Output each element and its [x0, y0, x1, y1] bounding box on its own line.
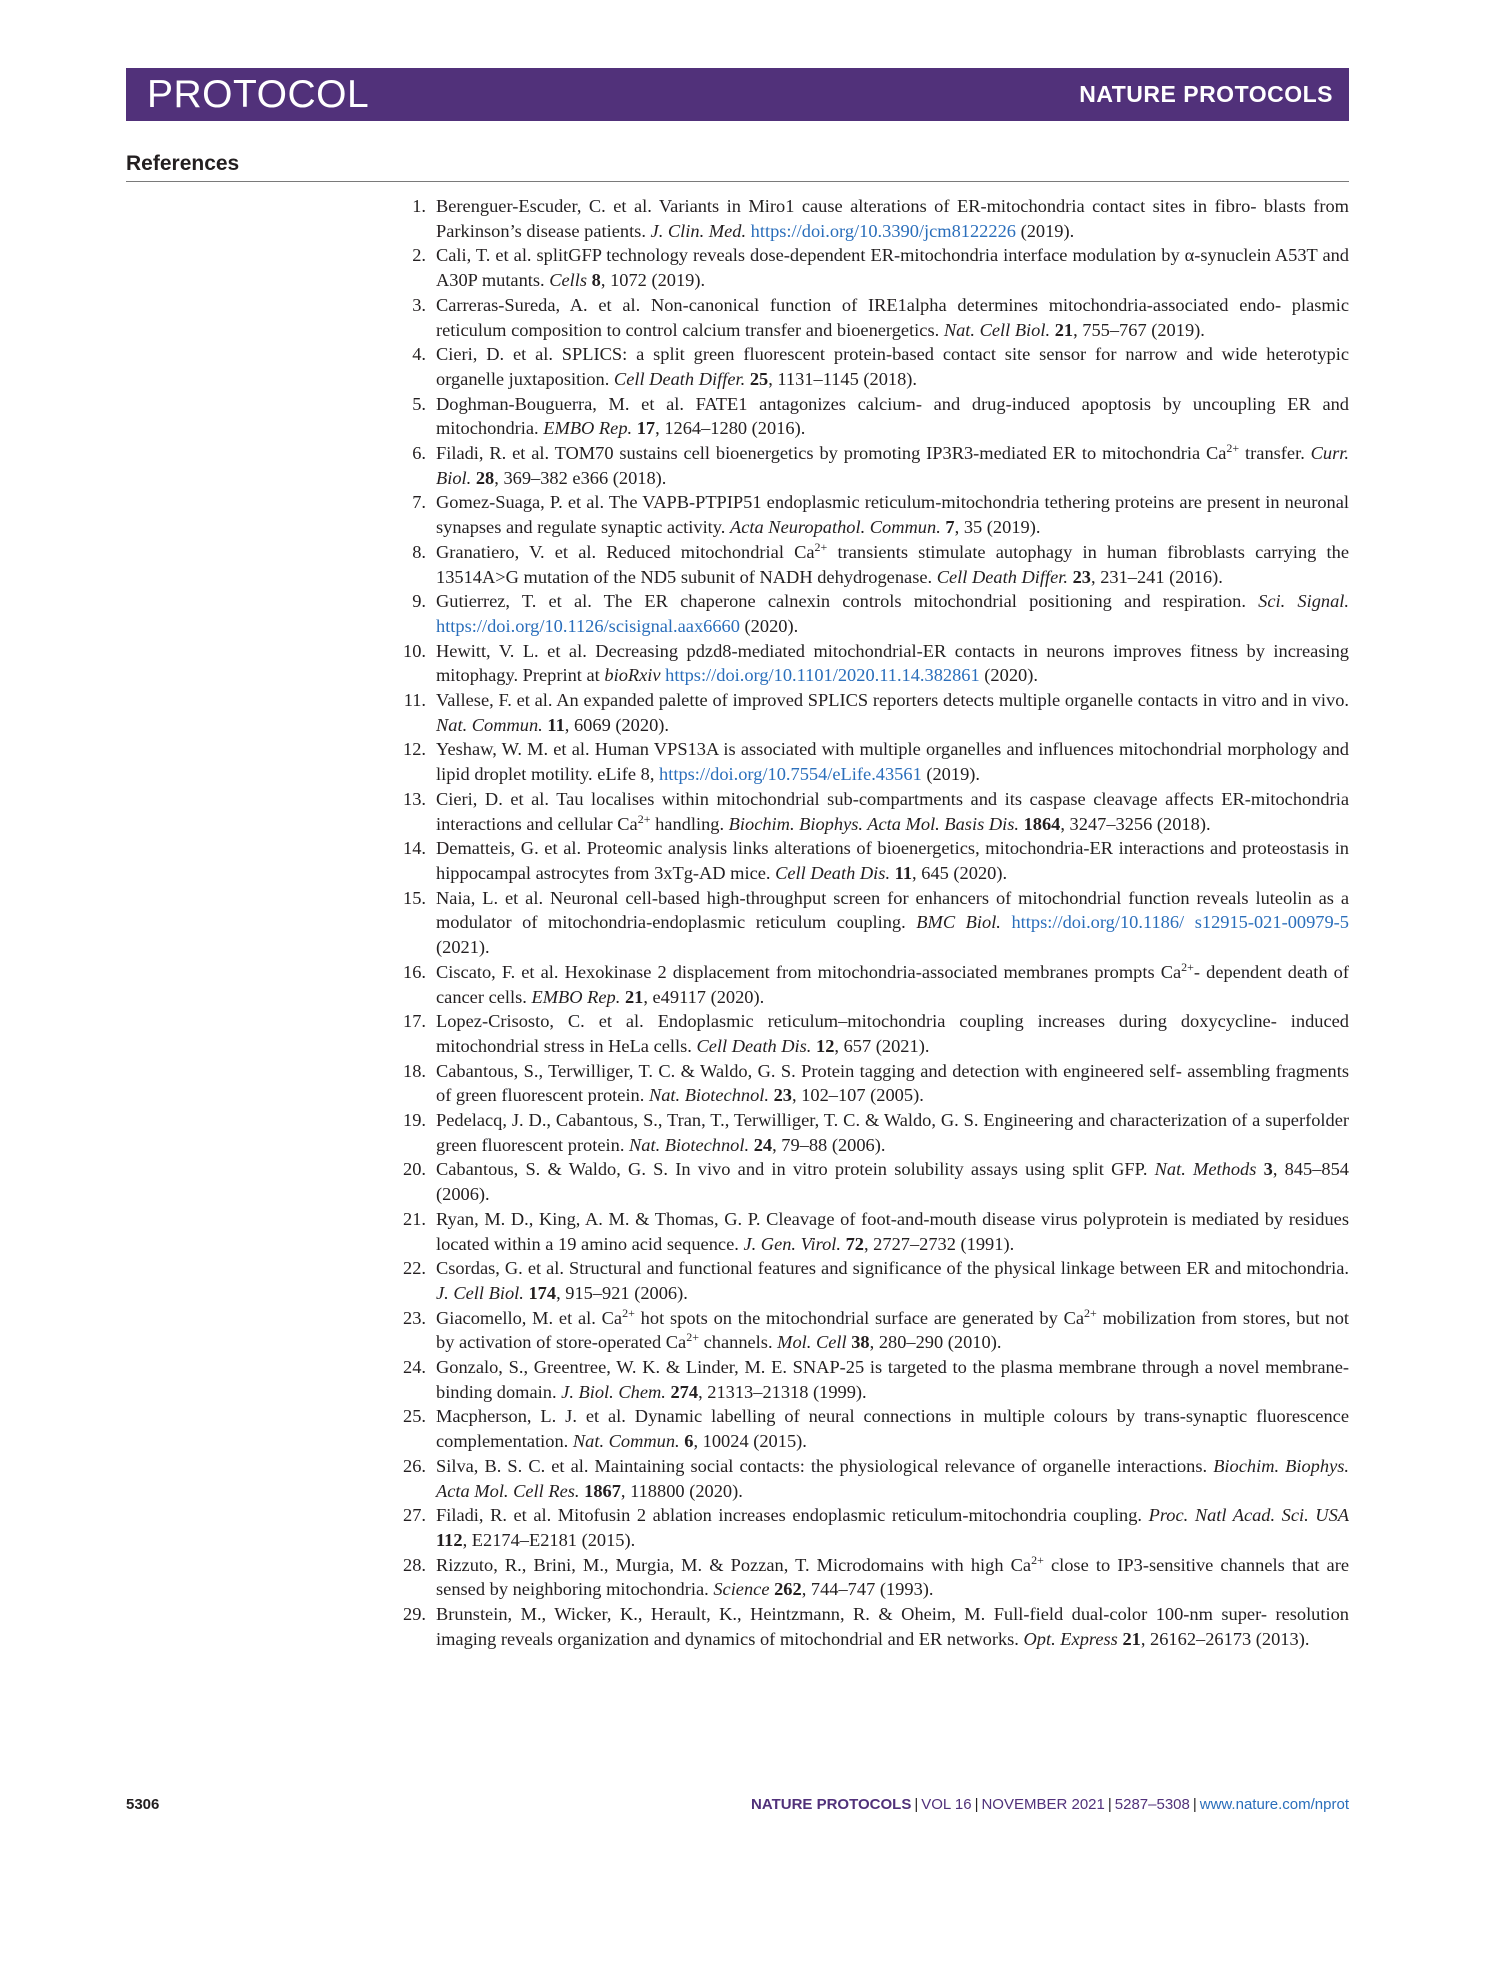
reference-text: mobilization from stores, but not by activation of store-operated Ca	[436, 1307, 1350, 1353]
reference-text: Lopez-Crisosto, C. et al. Endoplasmic reticulum–mitochondria coupling increases during doxycycline- induced mitochondrial stress in HeLa cells.	[436, 1011, 1349, 1056]
journal-name: J. Gen. Virol.	[743, 1233, 841, 1254]
reference-item	[392, 1306, 1349, 1355]
journal-name: Mol. Cell	[777, 1332, 847, 1353]
reference-text: , 1131–1145 (2018).	[768, 368, 918, 389]
superscript: 2+	[814, 539, 828, 554]
reference-text: Berenguer-Escuder, C. et al. Variants in Miro1 cause alterations of ER-mitochondria contact sites in fibro- blasts from Parkinson’s disease patients.	[436, 196, 1349, 241]
reference-item	[392, 886, 1349, 960]
volume-number: 23	[773, 1085, 792, 1106]
superscript: 2+	[686, 1330, 700, 1345]
volume-number: 8	[591, 270, 601, 291]
reference-text: (2020).	[979, 665, 1038, 686]
reference-text: Cabantous, S. & Waldo, G. S. In vivo and in vitro protein solubility assays using split GFP.	[436, 1159, 1155, 1180]
reference-number: 24.	[403, 1357, 426, 1378]
journal-name: Nat. Biotechnol.	[648, 1085, 769, 1106]
footer-date: NOVEMBER 2021	[981, 1796, 1105, 1813]
reference-item	[392, 441, 1349, 490]
superscript: 2+	[1226, 440, 1240, 455]
reference-item	[392, 1207, 1349, 1256]
reference-number: 5.	[412, 393, 426, 414]
reference-list	[392, 194, 1349, 1651]
reference-number: 12.	[403, 739, 426, 760]
reference-item	[392, 243, 1349, 292]
reference-text: - dependent death of cancer cells.	[436, 961, 1349, 1007]
reference-number: 19.	[403, 1110, 426, 1131]
reference-text: , 369–382 e366 (2018).	[494, 467, 667, 488]
reference-text: Rizzuto, R., Brini, M., Murgia, M. & Pozzan, T. Microdomains with high Ca	[436, 1554, 1032, 1575]
reference-text: close to IP3-sensitive channels that are sensed by neighboring mitochondria.	[436, 1554, 1349, 1600]
volume-number: 21	[1054, 319, 1074, 340]
footer-separator: |	[914, 1796, 919, 1813]
reference-text: Gutierrez, T. et al. The ER chaperone calnexin controls mitochondrial positioning and respiration.	[436, 591, 1259, 612]
reference-text: Cieri, D. et al. Tau localises within mitochondrial sub-compartments and its caspase cleavage affects ER-mitochondria interactions and cellular Ca	[436, 788, 1349, 834]
reference-text: Carreras-Sureda, A. et al. Non-canonical function of IRE1alpha determines mitochondria-associated endo- plasmic reticulum composition to control calcium transfer and bioenergetics.	[436, 294, 1349, 340]
reference-text: Granatiero, V. et al. Reduced mitochondrial Ca	[436, 541, 815, 562]
reference-number: 2.	[412, 245, 426, 266]
header-banner	[126, 68, 1349, 121]
footer-volume: VOL 16	[921, 1796, 972, 1813]
reference-item	[392, 1602, 1349, 1651]
footer-separator: |	[1107, 1796, 1112, 1813]
reference-text: , E2174–E2181 (2015).	[462, 1529, 636, 1550]
reference-item	[392, 1404, 1349, 1453]
doi-link[interactable]: https://doi.org/10.7554/eLife.43561	[659, 764, 922, 785]
journal-name: J. Clin. Med.	[650, 220, 747, 241]
reference-number: 11.	[403, 690, 426, 711]
journal-name: Nat. Commun.	[572, 1431, 680, 1452]
volume-number: 6	[684, 1431, 694, 1452]
journal-name: Biochim. Biophys. Acta Mol. Basis Dis.	[728, 813, 1019, 834]
reference-text: , 280–290 (2010).	[869, 1332, 1002, 1353]
reference-text: Brunstein, M., Wicker, K., Herault, K., Heintzmann, R. & Oheim, M. Full-field dual-color 100-nm super- resolution imaging reveals organization and dynamics of mitochondrial and ER networks.	[436, 1604, 1349, 1649]
reference-text: Ciscato, F. et al. Hexokinase 2 displacement from mitochondria-associated membranes prompts Ca	[436, 961, 1182, 982]
reference-number: 3.	[412, 294, 426, 315]
reference-text: Cabantous, S., Terwilliger, T. C. & Waldo, G. S. Protein tagging and detection with engineered self- assembling fragments of green fluorescent protein.	[436, 1060, 1349, 1106]
reference-text: Gonzalo, S., Greentree, W. K. & Linder, M. E. SNAP-25 is targeted to the plasma membrane through a novel membrane-binding domain.	[436, 1357, 1349, 1402]
reference-text: , 10024 (2015).	[693, 1431, 807, 1452]
superscript: 2+	[637, 811, 651, 826]
reference-text: , 21313–21318 (1999).	[698, 1381, 867, 1402]
reference-text: Naia, L. et al. Neuronal cell-based high-throughput screen for enhancers of mitochondrial function reveals luteolin as a modulator of mitochondria-endoplasmic reticulum coupling.	[436, 887, 1349, 933]
journal-name: BMC Biol.	[916, 912, 1001, 933]
reference-item	[392, 1553, 1349, 1602]
reference-text: Macpherson, L. J. et al. Dynamic labelling of neural connections in multiple colours by trans-synaptic fluorescence complementation.	[436, 1406, 1349, 1452]
reference-text: channels.	[699, 1332, 778, 1353]
reference-text	[1001, 912, 1012, 932]
reference-number: 21.	[403, 1208, 426, 1229]
reference-number: 22.	[403, 1258, 426, 1279]
reference-text: , 26162–26173 (2013).	[1140, 1628, 1310, 1649]
journal-label: NATURE PROTOCOLS	[1079, 81, 1333, 107]
volume-number: 24	[753, 1134, 773, 1155]
reference-text: hot spots on the mitochondrial surface are generated by Ca	[634, 1307, 1085, 1328]
journal-name: Proc. Natl Acad. Sci. USA	[1148, 1505, 1349, 1526]
reference-number: 26.	[403, 1455, 426, 1476]
reference-number: 18.	[403, 1060, 426, 1081]
reference-item	[392, 836, 1349, 885]
volume-number: 1867	[584, 1480, 621, 1501]
volume-number: 174	[528, 1282, 557, 1303]
journal-name: Cells	[549, 270, 588, 291]
volume-number: 1864	[1023, 813, 1061, 834]
journal-name: Cell Death Differ.	[936, 566, 1068, 587]
journal-name: Curr. Biol.	[436, 443, 1349, 488]
reference-text: Cieri, D. et al. SPLICS: a split green fluorescent protein-based contact site sensor for narrow and wide heterotypic organelle juxtaposition.	[436, 344, 1349, 389]
reference-text: Ryan, M. D., King, A. M. & Thomas, G. P. Cleavage of foot-and-mouth disease virus polyprotein is mediated by residues located within a 19 amino acid sequence.	[436, 1208, 1349, 1254]
volume-number: 7	[945, 517, 955, 538]
journal-name: bioRxiv	[604, 665, 661, 686]
reference-item	[392, 1108, 1349, 1157]
reference-text: Dematteis, G. et al. Proteomic analysis links alterations of bioenergetics, mitochondria-ER interactions and proteostasis in hippocampal astrocytes from 3xTg-AD mice.	[436, 838, 1349, 883]
journal-name: Science	[713, 1579, 770, 1600]
journal-name: Acta Neuropathol. Commun.	[730, 517, 941, 538]
volume-number: 11	[547, 714, 565, 735]
reference-number: 28.	[403, 1554, 426, 1575]
reference-item	[392, 787, 1349, 836]
reference-item	[392, 960, 1349, 1009]
volume-number: 17	[636, 418, 656, 439]
footer-separator: |	[974, 1796, 979, 1813]
reference-item	[392, 1503, 1349, 1552]
reference-item	[392, 392, 1349, 441]
reference-item	[392, 293, 1349, 342]
reference-item	[392, 688, 1349, 737]
reference-item	[392, 540, 1349, 589]
reference-text: , 6069 (2020).	[564, 714, 669, 735]
reference-text: handling.	[650, 813, 729, 834]
reference-text: Cali, T. et al. splitGFP technology reveals dose-dependent ER-mitochondria interface modulation by α-synuclein A53T and A30P mutants.	[436, 245, 1349, 291]
reference-text: , 79–88 (2006).	[772, 1134, 886, 1155]
reference-number: 16.	[403, 961, 426, 982]
reference-text: , 1264–1280 (2016).	[655, 418, 806, 439]
volume-number: 25	[749, 368, 769, 389]
volume-number: 11	[894, 862, 913, 883]
footer-journal: NATURE PROTOCOLS	[751, 1796, 912, 1813]
page-number: 5306	[126, 1796, 160, 1813]
reference-text: Hewitt, V. L. et al. Decreasing pdzd8-mediated mitochondrial-ER contacts in neurons improves fitness by increasing mitophagy. Preprint at	[436, 640, 1349, 686]
reference-text: (2019).	[921, 764, 980, 785]
journal-name: Nat. Methods	[1154, 1159, 1257, 1180]
reference-number: 6.	[412, 443, 426, 464]
reference-text: Filadi, R. et al. TOM70 sustains cell bioenergetics by promoting IP3R3-mediated ER to mitochondria Ca	[436, 443, 1227, 464]
reference-text: , 845–854 (2006).	[436, 1159, 1349, 1205]
reference-number: 14.	[403, 838, 426, 859]
reference-number: 15.	[403, 887, 426, 908]
reference-item	[392, 342, 1349, 391]
reference-text: , 915–921 (2006).	[556, 1282, 688, 1303]
reference-number: 25.	[403, 1406, 426, 1427]
reference-item	[392, 589, 1349, 638]
reference-item	[392, 737, 1349, 786]
superscript: 2+	[1084, 1305, 1097, 1320]
superscript: 2+	[1031, 1552, 1044, 1567]
reference-item	[392, 490, 1349, 539]
reference-text: , 231–241 (2016).	[1091, 566, 1223, 587]
reference-text: transients stimulate autophagy in human fibroblasts carrying the 13514A>G mutation of the ND5 subunit of NADH dehydrogenase.	[436, 541, 1349, 587]
reference-number: 13.	[403, 788, 426, 809]
reference-text: Gomez-Suaga, P. et al. The VAPB-PTPIP51 endoplasmic reticulum-mitochondria tethering proteins are present in neuronal synapses and regulate synaptic activity.	[436, 492, 1349, 538]
reference-item	[392, 1009, 1349, 1058]
doi-link[interactable]: https://doi.org/10.1101/2020.11.14.382861	[665, 665, 980, 686]
reference-text: Vallese, F. et al. An expanded palette of improved SPLICS reporters detects multiple organelle contacts in vitro and in vivo.	[436, 690, 1349, 711]
volume-number: 21	[1122, 1628, 1141, 1649]
reference-text: (2020).	[739, 615, 799, 636]
reference-text: , e49117 (2020).	[643, 986, 765, 1007]
section-label: PROTOCOL	[147, 73, 370, 116]
reference-item	[392, 639, 1349, 688]
heading-divider	[126, 181, 1349, 182]
volume-number: 262	[774, 1579, 802, 1600]
reference-text: , 2727–2732 (1991).	[863, 1233, 1015, 1254]
reference-text: , 3247–3256 (2018).	[1060, 813, 1211, 834]
doi-link[interactable]: https://doi.org/10.1186/ s12915-021-00979-5	[1011, 912, 1349, 933]
journal-name: Cell Death Differ.	[613, 368, 746, 389]
journal-name: J. Cell Biol.	[436, 1282, 524, 1303]
reference-number: 7.	[412, 492, 426, 513]
reference-number: 8.	[412, 541, 426, 562]
reference-text: , 118800 (2020).	[620, 1480, 743, 1501]
reference-item	[392, 1355, 1349, 1404]
reference-text: , 645 (2020).	[912, 862, 1008, 883]
footer-citation	[751, 1796, 1349, 1813]
volume-number: 38	[851, 1332, 870, 1353]
references-heading: References	[126, 152, 240, 175]
reference-number: 29.	[403, 1604, 426, 1625]
reference-item	[392, 1059, 1349, 1108]
reference-item	[392, 1454, 1349, 1503]
journal-name: Opt. Express	[1023, 1628, 1118, 1649]
journal-name: EMBO Rep.	[531, 986, 621, 1007]
reference-number: 1.	[412, 196, 426, 216]
reference-text: , 102–107 (2005).	[792, 1085, 924, 1106]
reference-text: , 744–747 (1993).	[801, 1579, 934, 1600]
reference-number: 23.	[403, 1307, 426, 1328]
journal-name: EMBO Rep.	[543, 418, 633, 439]
volume-number: 21	[624, 986, 644, 1007]
reference-text: , 755–767 (2019).	[1073, 319, 1205, 340]
doi-link[interactable]: https://doi.org/10.3390/jcm8122226	[750, 220, 1016, 241]
reference-number: 27.	[403, 1505, 426, 1526]
reference-number: 4.	[412, 344, 426, 365]
reference-item	[392, 194, 1349, 243]
reference-text: Filadi, R. et al. Mitofusin 2 ablation increases endoplasmic reticulum-mitochondria coupling.	[436, 1505, 1149, 1526]
reference-text: transfer.	[1239, 443, 1311, 464]
reference-text: (2019).	[1015, 220, 1075, 241]
reference-text: , 35 (2019).	[954, 517, 1041, 538]
reference-text: Pedelacq, J. D., Cabantous, S., Tran, T., Terwilliger, T. C. & Waldo, G. S. Engineering and characterization of a superfolder green fluorescent protein.	[436, 1110, 1349, 1155]
reference-text	[1256, 1159, 1263, 1179]
reference-number: 10.	[403, 640, 426, 661]
volume-number: 12	[816, 1035, 835, 1056]
footer-url-link[interactable]: www.nature.com/nprot	[1199, 1796, 1349, 1813]
reference-text: Csordas, G. et al. Structural and functional features and significance of the physical linkage between ER and mitochondria.	[436, 1258, 1349, 1279]
journal-name: Biochim. Biophys. Acta Mol. Cell Res.	[436, 1455, 1349, 1501]
volume-number: 112	[436, 1529, 463, 1550]
reference-text: Yeshaw, W. M. et al. Human VPS13A is associated with multiple organelles and influences mitochondrial morphology and lipid droplet motility. eLife 8,	[436, 739, 1349, 785]
journal-name: Nat. Biotechnol.	[629, 1134, 750, 1155]
superscript: 2+	[1181, 959, 1194, 974]
footer-separator: |	[1192, 1796, 1197, 1813]
reference-number: 17.	[403, 1011, 426, 1032]
volume-number: 28	[475, 467, 495, 488]
journal-name: Cell Death Dis.	[775, 862, 891, 883]
superscript: 2+	[622, 1305, 635, 1320]
journal-name: J. Biol. Chem.	[561, 1381, 666, 1402]
footer-pages: 5287–5308	[1114, 1796, 1190, 1813]
reference-text: Silva, B. S. C. et al. Maintaining social contacts: the physiological relevance of organelle interactions.	[436, 1455, 1214, 1476]
doi-link[interactable]: https://doi.org/10.1126/scisignal.aax6660	[436, 615, 740, 636]
reference-text: Giacomello, M. et al. Ca	[436, 1307, 623, 1328]
reference-number: 9.	[412, 591, 426, 612]
journal-name: Cell Death Dis.	[696, 1035, 812, 1056]
reference-item	[392, 1157, 1349, 1206]
journal-name: Sci. Signal.	[1258, 591, 1349, 612]
reference-text: Doghman-Bouguerra, M. et al. FATE1 antagonizes calcium- and drug-induced apoptosis by uncoupling ER and mitochondria.	[436, 393, 1349, 439]
journal-name: Nat. Commun.	[436, 714, 543, 735]
volume-number: 23	[1072, 566, 1091, 587]
reference-number: 20.	[403, 1159, 426, 1180]
journal-name: Nat. Cell Biol.	[943, 319, 1051, 340]
volume-number: 72	[845, 1233, 864, 1254]
reference-item	[392, 1256, 1349, 1305]
volume-number: 274	[670, 1381, 699, 1402]
reference-text: , 657 (2021).	[834, 1035, 930, 1056]
reference-text: , 1072 (2019).	[600, 270, 706, 291]
reference-text: (2021).	[436, 937, 490, 958]
volume-number: 3	[1263, 1159, 1273, 1180]
